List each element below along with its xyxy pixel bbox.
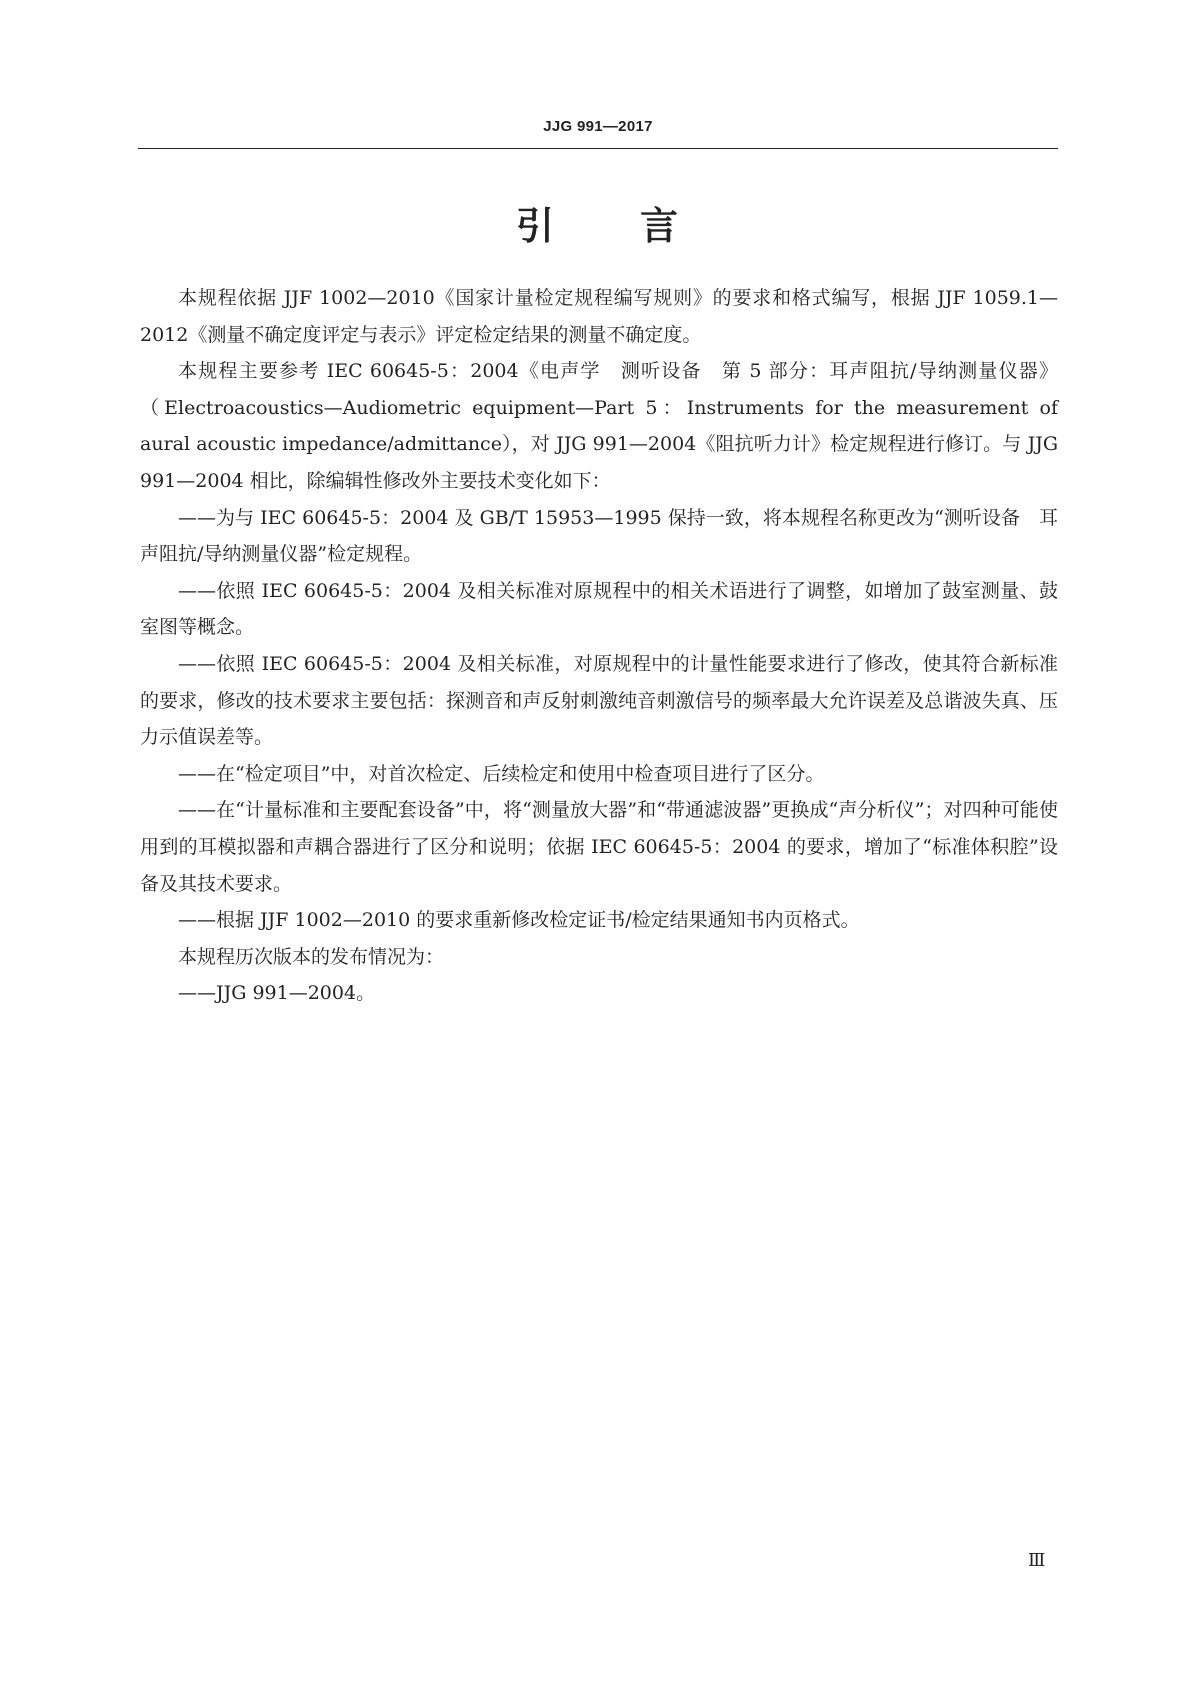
paragraph: ——依照 IEC 60645-5：2004 及相关标准，对原规程中的计量性能要求进行了修改，使其符合新标准的要求，修改的技术要求主要包括：探测音和声反射刺激纯音刺激信号的频率最大允许误差及总谐波失真、压力示值误差等。 bbox=[140, 652, 1058, 749]
paragraph: ——为与 IEC 60645-5：2004 及 GB/T 15953—1995 保持一致，将本规程名称更改为“测听设备 耳声阻抗/导纳测量仪器”检定规程。 bbox=[140, 506, 1058, 566]
running-header: JJG 991—2017 bbox=[543, 118, 653, 135]
paragraph: ——JJG 991—2004。 bbox=[178, 982, 376, 1005]
paragraph: ——在“计量标准和主要配套设备”中，将“测量放大器”和“带通滤波器”更换成“声分析仪”；对四种可能使用到的耳模拟器和声耦合器进行了区分和说明；依据 IEC 60645-5：2004 的要求，增加了“标准体积腔”设备及其技术要求。 bbox=[140, 799, 1058, 895]
paragraph: ——根据 JJF 1002—2010 的要求重新修改检定证书/检定结果通知书内页格式。 bbox=[178, 909, 860, 932]
section-title bbox=[138, 195, 1058, 250]
paragraph: 本规程历次版本的发布情况为： bbox=[178, 945, 445, 968]
paragraph: ——在“检定项目”中，对首次检定、后续检定和使用中检查项目进行了区分。 bbox=[178, 762, 825, 785]
paragraph: 本规程主要参考 IEC 60645-5：2004《电声学 测听设备 第 5 部分：耳声阻抗/导纳测量仪器》（Electroacoustics—Audiometric equipment—Part 5：Instruments for the measurement of aural acoustic impedance/admittance），对 JJG 991—2004《阻抗听力计》检定规程进行修订。与 JJG 991—2004 相比，除编辑性修改外主要技术变化如下： bbox=[140, 360, 1058, 492]
paragraph: ——依照 IEC 60645-5：2004 及相关标准对原规程中的相关术语进行了调整，如增加了鼓室测量、鼓室图等概念。 bbox=[140, 579, 1058, 639]
paragraph: 本规程依据 JJF 1002—2010《国家计量检定规程编写规则》的要求和格式编写，根据 JJF 1059.1—2012《测量不确定度评定与表示》评定检定结果的测量不确定度。 bbox=[140, 287, 1058, 346]
page-number: Ⅲ bbox=[1028, 1550, 1046, 1571]
title-char-2: 言 bbox=[640, 204, 681, 248]
document-body bbox=[140, 280, 1058, 1012]
header-rule bbox=[138, 148, 1058, 149]
title-char-1: 引 bbox=[515, 204, 556, 248]
